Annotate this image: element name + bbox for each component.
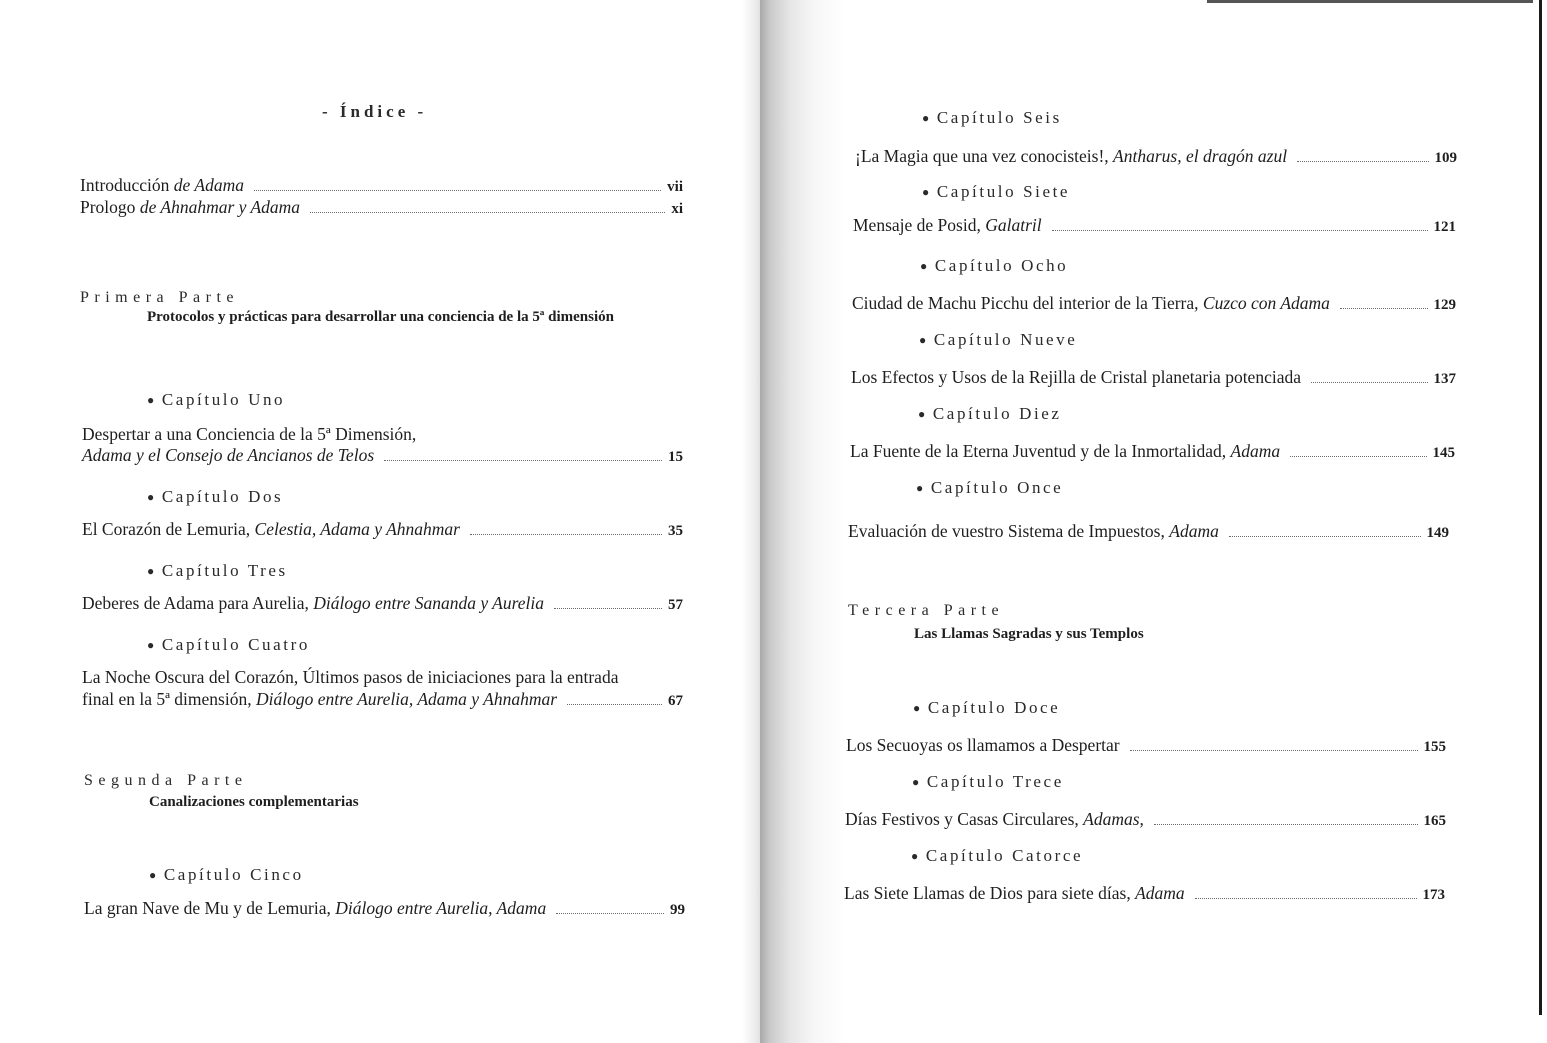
dot-leader bbox=[1154, 824, 1418, 825]
toc-entry-author: Galatril bbox=[985, 215, 1042, 235]
toc-entry-author: Diálogo entre Aurelia, Adama y Ahnahmar bbox=[255, 689, 558, 709]
toc-entry-line1: La Noche Oscura del Corazón, Últimos pasos de iniciaciones para la entrada bbox=[82, 667, 619, 687]
toc-entry-chapter-8[interactable] bbox=[852, 293, 1456, 314]
dot-leader bbox=[1297, 161, 1428, 162]
page-edge-right bbox=[1533, 0, 1547, 1015]
toc-entry-introduction[interactable] bbox=[80, 175, 683, 196]
page-number: 99 bbox=[670, 902, 685, 918]
page-number: 137 bbox=[1433, 371, 1456, 387]
chapter-heading: ● Capítulo Tres bbox=[147, 561, 288, 580]
toc-entry-author: de Adama bbox=[173, 175, 244, 195]
toc-entry-author: Cuzco con Adama bbox=[1202, 293, 1330, 313]
page-number: 173 bbox=[1422, 887, 1445, 903]
toc-entry-author: Adama y el Consejo de Ancianos de Telos bbox=[82, 445, 375, 465]
dot-leader bbox=[1229, 536, 1421, 537]
toc-entry-text: Deberes de Adama para Aurelia, bbox=[82, 593, 314, 613]
chapter-heading: ● Capítulo Siete bbox=[922, 182, 1071, 201]
dot-leader bbox=[384, 460, 662, 461]
chapter-heading: ● Capítulo Ocho bbox=[920, 256, 1069, 275]
toc-entry-author: Diálogo entre Sananda y Aurelia bbox=[313, 593, 545, 613]
dot-leader bbox=[1290, 456, 1426, 457]
part-two-heading: Segunda Parte bbox=[84, 772, 248, 789]
toc-entry-text: Las Siete Llamas de Dios para siete días, bbox=[844, 883, 1136, 903]
toc-entry-author: Adamas, bbox=[1083, 809, 1144, 829]
toc-entry-chapter-9[interactable] bbox=[851, 367, 1456, 388]
chapter-heading: ● Capítulo Diez bbox=[918, 404, 1062, 423]
toc-entry-chapter-2[interactable] bbox=[82, 519, 683, 540]
page-number: 149 bbox=[1426, 525, 1449, 541]
page-number: 57 bbox=[668, 597, 683, 613]
toc-entry-chapter-1[interactable] bbox=[82, 445, 683, 466]
chapter-heading: ● Capítulo Cinco bbox=[149, 865, 304, 884]
chapter-heading: ● Capítulo Cuatro bbox=[147, 635, 310, 654]
toc-entry-text: Mensaje de Posid, bbox=[853, 215, 986, 235]
toc-entry-author: Celestia, Adama y Ahnahmar bbox=[254, 519, 460, 539]
toc-entry-chapter-3[interactable] bbox=[82, 593, 683, 614]
dot-leader bbox=[556, 913, 664, 914]
page-number: 145 bbox=[1432, 445, 1455, 461]
part-one-heading: Primera Parte bbox=[80, 289, 240, 306]
dot-leader bbox=[1195, 898, 1417, 899]
toc-entry-author: Adama bbox=[1169, 521, 1219, 541]
page-number: 121 bbox=[1433, 219, 1456, 235]
dot-leader bbox=[254, 190, 661, 191]
page-number: vii bbox=[667, 179, 683, 195]
toc-entry-author: Antharus, el dragón azul bbox=[1113, 146, 1288, 166]
dot-leader bbox=[567, 704, 662, 705]
chapter-heading: ● Capítulo Doce bbox=[913, 698, 1061, 717]
toc-entry-chapter-5[interactable] bbox=[84, 898, 685, 919]
toc-entry-chapter-4[interactable] bbox=[82, 689, 683, 710]
toc-entry-text: Introducción bbox=[80, 175, 174, 195]
toc-entry-author: Diálogo entre Aurelia, Adama bbox=[335, 898, 547, 918]
toc-entry-text: final en la 5ª dimensión, bbox=[82, 689, 256, 709]
part-three-subtitle: Las Llamas Sagradas y sus Templos bbox=[914, 626, 1144, 642]
toc-entry-line1: Despertar a una Conciencia de la 5ª Dimensión, bbox=[82, 424, 417, 444]
dot-leader bbox=[1340, 308, 1428, 309]
chapter-heading: ● Capítulo Trece bbox=[912, 772, 1064, 791]
toc-entry-text: La Fuente de la Eterna Juventud y de la Inmortalidad, bbox=[850, 441, 1231, 461]
toc-entry-author: Adama bbox=[1230, 441, 1281, 461]
page-number: 165 bbox=[1423, 813, 1446, 829]
toc-entry-chapter-13[interactable] bbox=[845, 809, 1446, 830]
toc-entry-chapter-11[interactable] bbox=[848, 521, 1449, 542]
part-two-subtitle: Canalizaciones complementarias bbox=[149, 794, 359, 810]
toc-entry-chapter-7[interactable] bbox=[853, 215, 1456, 236]
toc-entry-author: Adama bbox=[1135, 883, 1185, 903]
page-number: 15 bbox=[668, 449, 683, 465]
left-page bbox=[0, 0, 760, 1043]
toc-entry-chapter-14[interactable] bbox=[844, 883, 1445, 904]
dot-leader bbox=[1052, 230, 1428, 231]
toc-entry-author: de Ahnahmar y Adama bbox=[139, 197, 301, 217]
page-number: 35 bbox=[668, 523, 683, 539]
toc-entry-text: El Corazón de Lemuria, bbox=[82, 519, 255, 539]
chapter-heading: ● Capítulo Dos bbox=[147, 487, 284, 506]
toc-entry-prologue[interactable] bbox=[80, 197, 683, 218]
chapter-heading: ● Capítulo Catorce bbox=[911, 846, 1084, 865]
toc-entry-text: La gran Nave de Mu y de Lemuria, bbox=[84, 898, 336, 918]
toc-entry-chapter-12[interactable] bbox=[846, 735, 1446, 756]
chapter-heading: ● Capítulo Seis bbox=[922, 108, 1062, 127]
part-three-heading: Tercera Parte bbox=[848, 602, 1005, 619]
page-edge-top bbox=[1207, 0, 1547, 3]
toc-entry-text: Ciudad de Machu Picchu del interior de la Tierra, bbox=[852, 293, 1203, 313]
right-page bbox=[760, 0, 1547, 1043]
toc-entry-text: Evaluación de vuestro Sistema de Impuestos, bbox=[848, 521, 1170, 541]
part-one-subtitle: Protocolos y prácticas para desarrollar una conciencia de la 5ª dimensión bbox=[147, 309, 614, 325]
page-number: 109 bbox=[1434, 150, 1457, 166]
chapter-heading: ● Capítulo Nueve bbox=[919, 330, 1078, 349]
chapter-heading: ● Capítulo Uno bbox=[147, 390, 286, 409]
dot-leader bbox=[470, 534, 662, 535]
page-number: 155 bbox=[1423, 739, 1446, 755]
toc-entry-text: ¡La Magia que una vez conocisteis!, bbox=[855, 146, 1114, 166]
dot-leader bbox=[1311, 382, 1428, 383]
dot-leader bbox=[554, 608, 662, 609]
page-number: 129 bbox=[1433, 297, 1456, 313]
dot-leader bbox=[1130, 750, 1418, 751]
toc-entry-text: Días Festivos y Casas Circulares, bbox=[845, 809, 1084, 829]
index-title: - Índice - bbox=[322, 102, 428, 121]
toc-entry-text: Los Secuoyas os llamamos a Despertar bbox=[846, 735, 1120, 755]
page-number: 67 bbox=[668, 693, 683, 709]
toc-entry-chapter-10[interactable] bbox=[850, 441, 1455, 462]
toc-entry-chapter-6[interactable] bbox=[855, 146, 1457, 167]
toc-entry-text: Prologo bbox=[80, 197, 140, 217]
dot-leader bbox=[310, 212, 665, 213]
chapter-heading: ● Capítulo Once bbox=[916, 478, 1064, 497]
toc-entry-text: Los Efectos y Usos de la Rejilla de Cristal planetaria potenciada bbox=[851, 367, 1301, 387]
page-number: xi bbox=[671, 201, 683, 217]
